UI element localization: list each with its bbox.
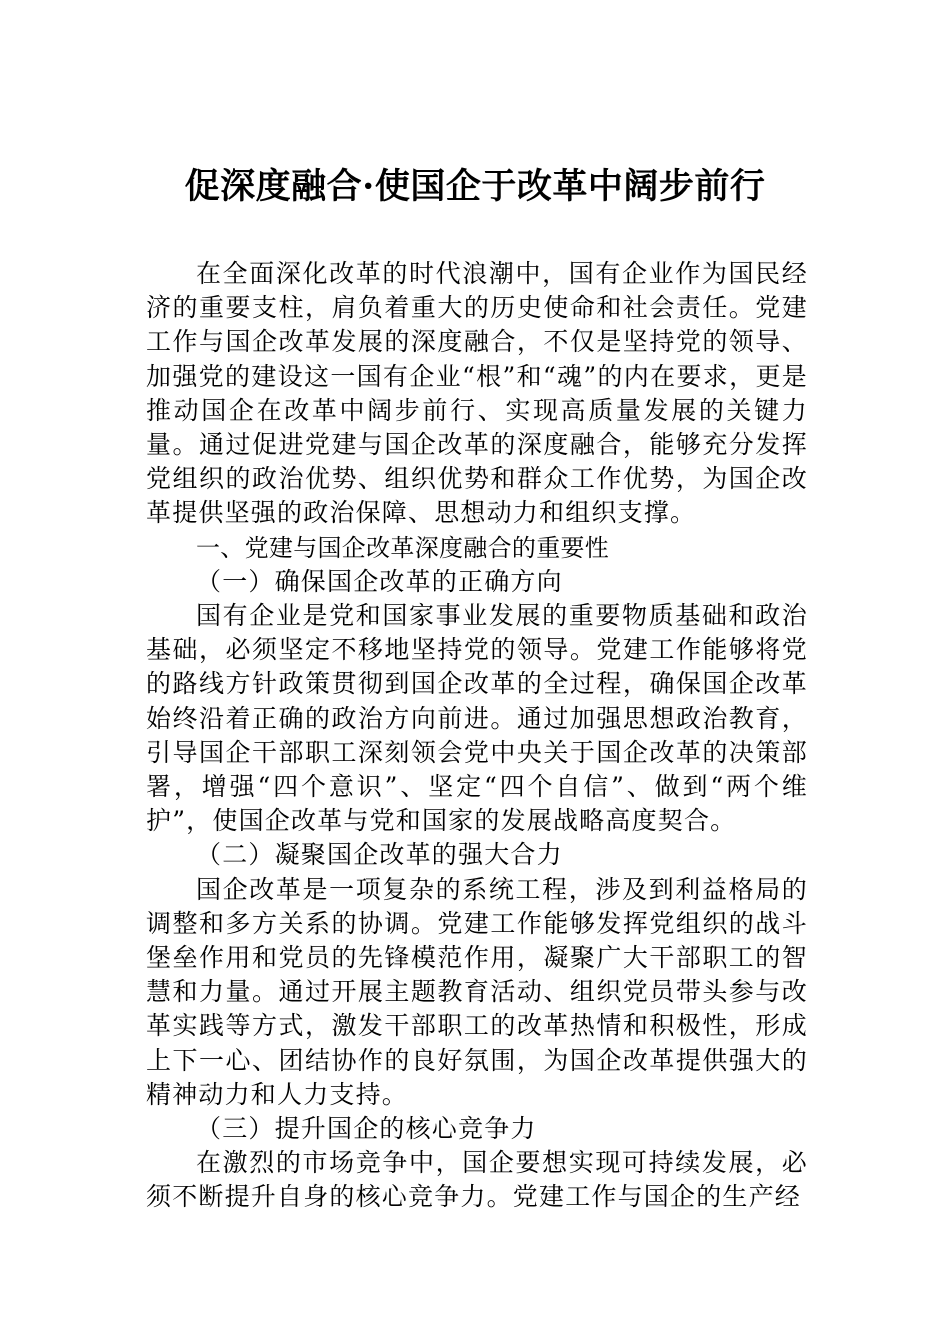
subsection-1-paragraph: 国有企业是党和国家事业发展的重要物质基础和政治基础，必须坚定不移地坚持党的领导。党建工作能够将党的路线方针政策贯彻到国企改革的全过程，确保国企改革始终沿着正确的政治方向前进。通过加强思想政治教育，引导国企干部职工深刻领会党中央关于国企改革的决策部署，增强“四个意识”、坚定“四个自信”、做到“两个维护”，使国企改革与党和国家的发展战略高度契合。 [146,601,808,836]
subsection-3-heading: （三）提升国企的核心竞争力 [196,1114,537,1144]
document-title: 促深度融合·使国企于改革中阔步前行 [184,166,766,207]
subsection-2-paragraph: 国企改革是一项复杂的系统工程，涉及到利益格局的调整和多方关系的协调。党建工作能够发挥党组织的战斗堡垒作用和党员的先锋模范作用，凝聚广大干部职工的智慧和力量。通过开展主题教育活动、组织党员带头参与改革实践等方式，激发干部职工的改革热情和积极性，形成上下一心、团结协作的良好氛围，为国企改革提供强大的精神动力和人力支持。 [146,874,808,1109]
subsection-3-paragraph: 在激烈的市场竞争中，国企要想实现可持续发展，必须不断提升自身的核心竞争力。党建工作与国企的生产经 [146,1148,808,1212]
section-1-heading: 一、党建与国企改革深度融合的重要性 [196,533,610,562]
subsection-1-heading: （一）确保国企改革的正确方向 [196,566,563,596]
subsection-2-heading: （二）凝聚国企改革的强大合力 [196,840,563,870]
intro-paragraph: 在全面深化改革的时代浪潮中，国有企业作为国民经济的重要支柱，肩负着重大的历史使命和社会责任。党建工作与国企改革发展的深度融合，不仅是坚持党的领导、加强党的建设这一国有企业“根”和“魂”的内在要求，更是推动国企在改革中阔步前行、实现高质量发展的关键力量。通过促进党建与国企改革的深度融合，能够充分发挥党组织的政治优势、组织优势和群众工作优势，为国企改革提供坚强的政治保障、思想动力和组织支撑。 [146,259,808,528]
document-body [146,257,808,1215]
